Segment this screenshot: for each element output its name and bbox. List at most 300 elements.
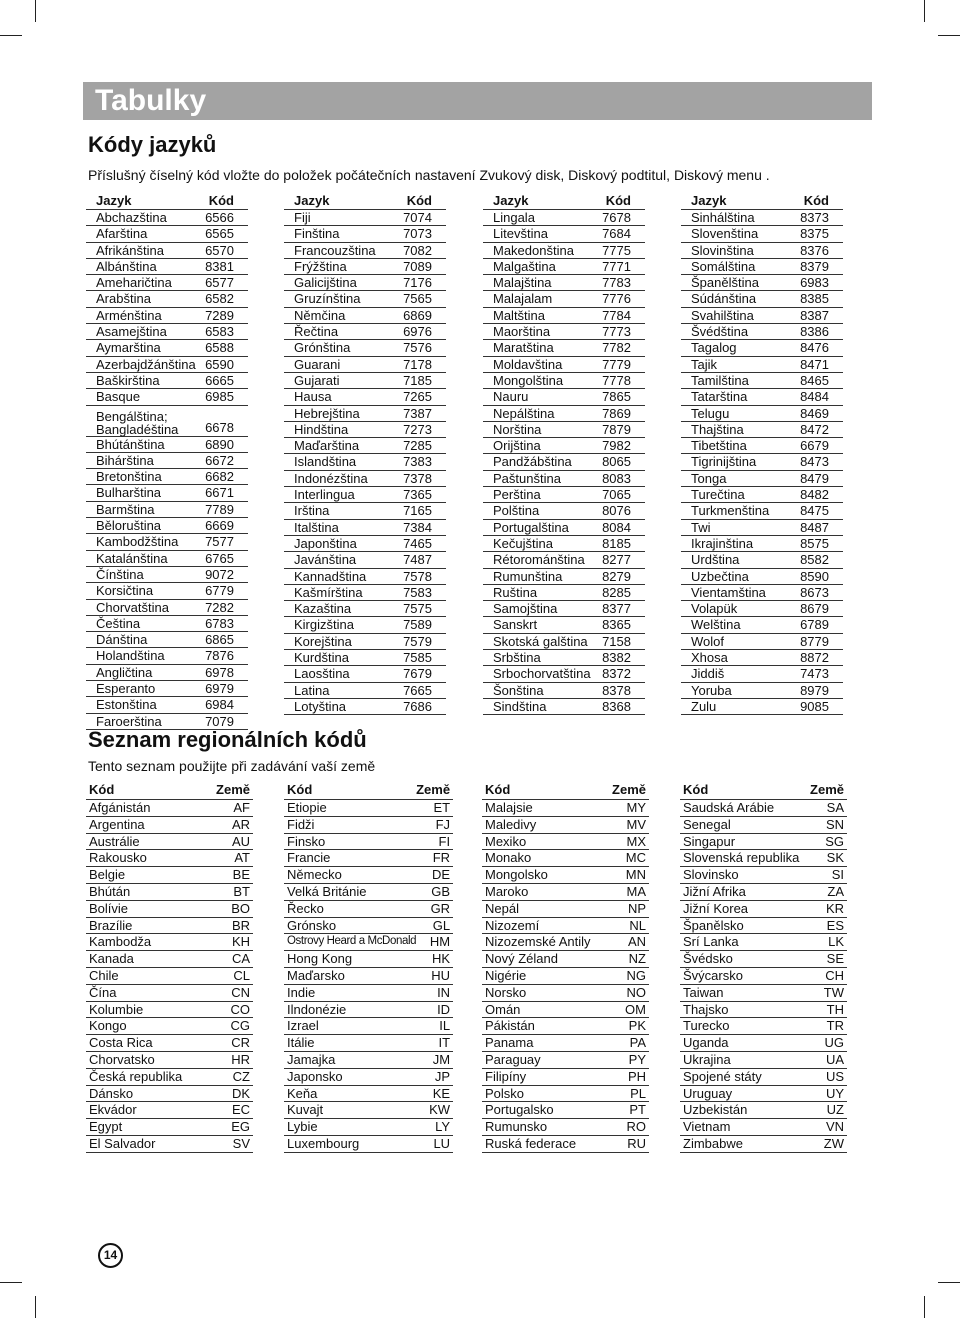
country-code: KR xyxy=(808,900,848,917)
region-code-table xyxy=(680,781,847,1153)
table-row xyxy=(284,584,446,600)
language-name: Albánština xyxy=(86,258,205,274)
crop-mark xyxy=(0,1282,22,1283)
country-name: Uruguay xyxy=(680,1085,808,1102)
language-name: Kannadština xyxy=(284,568,394,584)
country-name: Argentina xyxy=(86,816,207,833)
country-name: Kolumbie xyxy=(86,1001,207,1018)
table-row xyxy=(483,584,645,600)
table-row xyxy=(680,867,847,884)
country-name: Luxembourg xyxy=(284,1135,416,1152)
table-row xyxy=(681,372,843,388)
language-name: Welština xyxy=(681,617,790,633)
country-name: Velká Británie xyxy=(284,883,416,900)
table-row xyxy=(482,816,649,833)
country-name: Slovenská republika xyxy=(680,850,808,867)
table-row xyxy=(482,917,649,934)
language-name: Bengálština; Bangladéština xyxy=(86,405,205,436)
language-code: 7665 xyxy=(394,682,446,698)
language-name: Čínština xyxy=(86,566,205,582)
country-code: BO xyxy=(207,900,253,917)
language-code: 6890 xyxy=(205,436,248,452)
table-row xyxy=(680,967,847,984)
table-row xyxy=(482,967,649,984)
country-code: DE xyxy=(416,867,453,884)
language-name: Japonština xyxy=(284,535,394,551)
table-row xyxy=(681,454,843,470)
language-code: 6783 xyxy=(205,615,248,631)
language-code: 8779 xyxy=(790,633,843,649)
table-row xyxy=(483,503,645,519)
country-code: OM xyxy=(607,1001,649,1018)
country-code: EC xyxy=(207,1102,253,1119)
table-row xyxy=(681,258,843,274)
language-code: 8185 xyxy=(599,535,645,551)
country-code: EG xyxy=(207,1119,253,1136)
table-row xyxy=(482,1018,649,1035)
language-name: Esperanto xyxy=(86,681,205,697)
country-code: BT xyxy=(207,883,253,900)
country-code: NO xyxy=(607,984,649,1001)
language-code: 8382 xyxy=(599,650,645,666)
table-row xyxy=(483,650,645,666)
table-row xyxy=(680,1035,847,1052)
table-row xyxy=(284,601,446,617)
table-row xyxy=(86,550,248,566)
language-code: 6984 xyxy=(205,697,248,713)
table-row xyxy=(284,984,453,1001)
country-code: AR xyxy=(207,816,253,833)
table-row xyxy=(482,1035,649,1052)
country-name: Maroko xyxy=(482,883,607,900)
language-name: Indonézština xyxy=(284,470,394,486)
language-name: Uzbečtina xyxy=(681,568,790,584)
language-name: Maďarština xyxy=(284,438,394,454)
country-code: TR xyxy=(808,1018,848,1035)
language-name: Afrikánština xyxy=(86,242,205,258)
table-row xyxy=(86,324,248,340)
language-code: 7487 xyxy=(394,552,446,568)
language-name: Bulharština xyxy=(86,485,205,501)
table-row xyxy=(86,1135,253,1152)
country-name: Nizozemí xyxy=(482,917,607,934)
country-name: Jamajka xyxy=(284,1051,416,1068)
language-code: 7383 xyxy=(394,454,446,470)
country-code: US xyxy=(808,1068,848,1085)
header-code: Kód xyxy=(790,193,843,210)
header-country: Země xyxy=(207,781,253,800)
table-row xyxy=(284,210,446,226)
country-name: Ruská federace xyxy=(482,1135,607,1152)
table-row xyxy=(284,833,453,850)
table-row xyxy=(482,1068,649,1085)
table-row xyxy=(681,584,843,600)
language-name: Francouzština xyxy=(284,242,394,258)
language-code: 6672 xyxy=(205,452,248,468)
country-name: Kanada xyxy=(86,951,207,968)
country-code: GB xyxy=(416,883,453,900)
language-name: Súdánština xyxy=(681,291,790,307)
language-code: 8590 xyxy=(790,568,843,584)
language-name: Portugalština xyxy=(483,519,599,535)
country-code: PH xyxy=(607,1068,649,1085)
country-code: CZ xyxy=(207,1068,253,1085)
table-row xyxy=(681,405,843,421)
table-row xyxy=(284,867,453,884)
language-code-table xyxy=(681,193,843,715)
country-name: Uganda xyxy=(680,1035,808,1052)
language-name: Bretonština xyxy=(86,469,205,485)
table-row xyxy=(284,519,446,535)
country-code: MX xyxy=(607,833,649,850)
language-code: 7982 xyxy=(599,438,645,454)
table-row xyxy=(482,1051,649,1068)
header-language: Jazyk xyxy=(86,193,205,210)
language-code: 9072 xyxy=(205,566,248,582)
language-code: 8479 xyxy=(790,470,843,486)
country-name: Egypt xyxy=(86,1119,207,1136)
language-code: 7686 xyxy=(394,698,446,714)
table-row xyxy=(482,1001,649,1018)
country-code: PA xyxy=(607,1035,649,1052)
language-code: 7579 xyxy=(394,633,446,649)
table-row xyxy=(483,519,645,535)
language-code: 8471 xyxy=(790,356,843,372)
language-name: Španělština xyxy=(681,275,790,291)
table-row xyxy=(483,552,645,568)
table-row xyxy=(284,372,446,388)
table-row xyxy=(681,617,843,633)
language-code: 7265 xyxy=(394,389,446,405)
table-row xyxy=(284,816,453,833)
table-row xyxy=(86,501,248,517)
country-code: ZA xyxy=(808,883,848,900)
crop-mark xyxy=(0,35,22,36)
language-code: 8484 xyxy=(790,389,843,405)
table-row xyxy=(482,850,649,867)
language-name: Kurdština xyxy=(284,650,394,666)
table-row xyxy=(680,1085,847,1102)
language-code: 8385 xyxy=(790,291,843,307)
language-name: Nepálština xyxy=(483,405,599,421)
country-code: CN xyxy=(207,984,253,1001)
language-code: 7783 xyxy=(599,275,645,291)
language-name: Ameharičtina xyxy=(86,275,205,291)
table-row xyxy=(86,900,253,917)
table-row xyxy=(86,436,248,452)
country-name: Brazílie xyxy=(86,917,207,934)
table-row xyxy=(483,698,645,714)
country-code: UY xyxy=(808,1085,848,1102)
table-row xyxy=(284,951,453,968)
table-row xyxy=(483,210,645,226)
language-code: 6671 xyxy=(205,485,248,501)
country-name: Řecko xyxy=(284,900,416,917)
table-row xyxy=(681,242,843,258)
language-name: Xhosa xyxy=(681,650,790,666)
table-row xyxy=(284,617,446,633)
country-name: Malajsie xyxy=(482,800,607,817)
country-code: CR xyxy=(207,1035,253,1052)
language-name: Tatarština xyxy=(681,389,790,405)
table-row xyxy=(284,1085,453,1102)
language-code: 8285 xyxy=(599,584,645,600)
language-code: 6669 xyxy=(205,518,248,534)
table-row xyxy=(681,601,843,617)
table-row xyxy=(680,984,847,1001)
table-row xyxy=(284,1102,453,1119)
language-code: 7771 xyxy=(599,258,645,274)
language-code: 6983 xyxy=(790,275,843,291)
language-code: 7073 xyxy=(394,226,446,242)
header-code: Kód xyxy=(599,193,645,210)
language-code: 7074 xyxy=(394,210,446,226)
language-code: 7365 xyxy=(394,487,446,503)
language-name: Islandština xyxy=(284,454,394,470)
country-code: LK xyxy=(808,934,848,951)
table-row xyxy=(86,599,248,615)
table-row xyxy=(86,210,248,226)
language-name: Jiddiš xyxy=(681,666,790,682)
language-code: 7465 xyxy=(394,535,446,551)
table-row xyxy=(483,535,645,551)
table-row xyxy=(680,883,847,900)
table-row xyxy=(482,1085,649,1102)
language-code: 8277 xyxy=(599,552,645,568)
table-row xyxy=(680,1051,847,1068)
language-code: 7089 xyxy=(394,258,446,274)
table-row xyxy=(681,650,843,666)
language-name: Bihárština xyxy=(86,452,205,468)
country-code: NL xyxy=(607,917,649,934)
country-code: FI xyxy=(416,833,453,850)
country-name: Jižní Afrika xyxy=(680,883,808,900)
table-row xyxy=(483,568,645,584)
table-row xyxy=(483,601,645,617)
country-name: Kongo xyxy=(86,1018,207,1035)
language-code: 8365 xyxy=(599,617,645,633)
country-name: Japonsko xyxy=(284,1068,416,1085)
table-row xyxy=(483,633,645,649)
crop-mark xyxy=(924,1296,925,1318)
page-title: Tabulky xyxy=(95,84,207,117)
language-name: Estonština xyxy=(86,697,205,713)
country-code: SA xyxy=(808,800,848,817)
country-code: PL xyxy=(607,1085,649,1102)
language-name: Kirgizština xyxy=(284,617,394,633)
language-code: 8979 xyxy=(790,682,843,698)
language-name: Srbochorvatština xyxy=(483,666,599,682)
table-row xyxy=(86,1035,253,1052)
table-row xyxy=(284,800,453,817)
language-name: Lotyština xyxy=(284,698,394,714)
table-row xyxy=(483,405,645,421)
table-row xyxy=(483,356,645,372)
header-code: Kód xyxy=(86,781,207,800)
language-name: Paštunština xyxy=(483,470,599,486)
country-name: Dánsko xyxy=(86,1085,207,1102)
table-row xyxy=(681,666,843,682)
table-row xyxy=(284,275,446,291)
country-name: Nepál xyxy=(482,900,607,917)
country-code: RU xyxy=(607,1135,649,1152)
language-code: 7577 xyxy=(205,534,248,550)
language-code: 8376 xyxy=(790,242,843,258)
language-name: Vientamština xyxy=(681,584,790,600)
table-row xyxy=(86,242,248,258)
table-row xyxy=(483,617,645,633)
table-row xyxy=(284,503,446,519)
country-code: PY xyxy=(607,1051,649,1068)
country-name: Norsko xyxy=(482,984,607,1001)
language-code: 7782 xyxy=(599,340,645,356)
crop-mark xyxy=(35,0,36,22)
country-name: Ilndonézie xyxy=(284,1001,416,1018)
header-code: Kód xyxy=(284,781,416,800)
table-row xyxy=(482,1135,649,1152)
table-row xyxy=(681,552,843,568)
country-name: Finsko xyxy=(284,833,416,850)
language-code: 8673 xyxy=(790,584,843,600)
language-code: 7684 xyxy=(599,226,645,242)
country-code: MA xyxy=(607,883,649,900)
language-code: 6590 xyxy=(205,356,248,372)
crop-mark xyxy=(938,1282,960,1283)
country-code: IN xyxy=(416,984,453,1001)
language-code: 8872 xyxy=(790,650,843,666)
language-name: Basque xyxy=(86,389,205,405)
country-code: PK xyxy=(607,1018,649,1035)
language-code: 8387 xyxy=(790,307,843,323)
language-code: 7865 xyxy=(599,389,645,405)
language-name: Korsičtina xyxy=(86,583,205,599)
country-code: UA xyxy=(808,1051,848,1068)
country-code: HK xyxy=(416,951,453,968)
country-code: CG xyxy=(207,1018,253,1035)
language-name: Makedonština xyxy=(483,242,599,258)
country-name: Izrael xyxy=(284,1018,416,1035)
language-name: Hebrejština xyxy=(284,405,394,421)
table-row xyxy=(483,307,645,323)
country-code: SK xyxy=(808,850,848,867)
language-code: 8381 xyxy=(205,258,248,274)
language-name: Angličtina xyxy=(86,664,205,680)
country-code: IL xyxy=(416,1018,453,1035)
header-language: Jazyk xyxy=(284,193,394,210)
table-row xyxy=(680,951,847,968)
language-code: 8084 xyxy=(599,519,645,535)
table-row xyxy=(681,568,843,584)
language-name: Frýžština xyxy=(284,258,394,274)
table-row xyxy=(681,682,843,698)
language-name: Řečtina xyxy=(284,324,394,340)
table-row xyxy=(86,697,248,713)
table-row xyxy=(86,1068,253,1085)
table-row xyxy=(86,984,253,1001)
country-name: Rumunsko xyxy=(482,1119,607,1136)
table-row xyxy=(680,934,847,951)
table-row xyxy=(681,421,843,437)
language-name: Korejština xyxy=(284,633,394,649)
table-row xyxy=(681,698,843,714)
country-code: GL xyxy=(416,917,453,934)
table-row xyxy=(86,664,248,680)
language-code: 8368 xyxy=(599,698,645,714)
country-name: Senegal xyxy=(680,816,808,833)
table-row xyxy=(86,1102,253,1119)
table-row xyxy=(681,226,843,242)
language-code: 6682 xyxy=(205,469,248,485)
table-row xyxy=(86,883,253,900)
country-name: Srí Lanka xyxy=(680,934,808,951)
language-name: Volapük xyxy=(681,601,790,617)
table-row xyxy=(284,421,446,437)
table-row xyxy=(680,1018,847,1035)
language-code: 6588 xyxy=(205,340,248,356)
table-row xyxy=(86,1051,253,1068)
language-name: Tonga xyxy=(681,470,790,486)
table-row xyxy=(86,452,248,468)
country-name: Pákistán xyxy=(482,1018,607,1035)
language-code: 7679 xyxy=(394,666,446,682)
language-code: 7273 xyxy=(394,421,446,437)
language-name: Abchazština xyxy=(86,210,205,226)
language-name: Telugu xyxy=(681,405,790,421)
table-row xyxy=(86,485,248,501)
table-row xyxy=(681,389,843,405)
table-row xyxy=(86,1001,253,1018)
country-name: Spojené státy xyxy=(680,1068,808,1085)
table-row xyxy=(680,833,847,850)
country-name: Polsko xyxy=(482,1085,607,1102)
language-code-table xyxy=(483,193,645,715)
table-row xyxy=(681,275,843,291)
table-row xyxy=(681,291,843,307)
table-row xyxy=(681,487,843,503)
country-code: PT xyxy=(607,1102,649,1119)
country-code: LY xyxy=(416,1119,453,1136)
language-code: 8372 xyxy=(599,666,645,682)
country-code: HR xyxy=(207,1051,253,1068)
table-row xyxy=(86,583,248,599)
table-row xyxy=(284,470,446,486)
table-row xyxy=(284,1135,453,1152)
country-name: Bhútán xyxy=(86,883,207,900)
table-row xyxy=(86,1085,253,1102)
country-name: Maďarsko xyxy=(284,967,416,984)
table-row xyxy=(483,666,645,682)
country-code: UZ xyxy=(808,1102,848,1119)
country-name: Čína xyxy=(86,984,207,1001)
language-code: 6583 xyxy=(205,324,248,340)
language-name: Bhútánština xyxy=(86,436,205,452)
country-name: Chile xyxy=(86,967,207,984)
header-country: Země xyxy=(607,781,649,800)
language-code: 6665 xyxy=(205,372,248,388)
country-code: HM xyxy=(416,934,453,951)
language-code: 7585 xyxy=(394,650,446,666)
language-code: 7678 xyxy=(599,210,645,226)
table-row xyxy=(483,389,645,405)
table-row xyxy=(86,632,248,648)
language-name: Fiji xyxy=(284,210,394,226)
country-name: Thajsko xyxy=(680,1001,808,1018)
language-name: Skotská galština xyxy=(483,633,599,649)
language-name: Litevština xyxy=(483,226,599,242)
language-name: Italština xyxy=(284,519,394,535)
table-row xyxy=(483,258,645,274)
language-code: 7869 xyxy=(599,405,645,421)
